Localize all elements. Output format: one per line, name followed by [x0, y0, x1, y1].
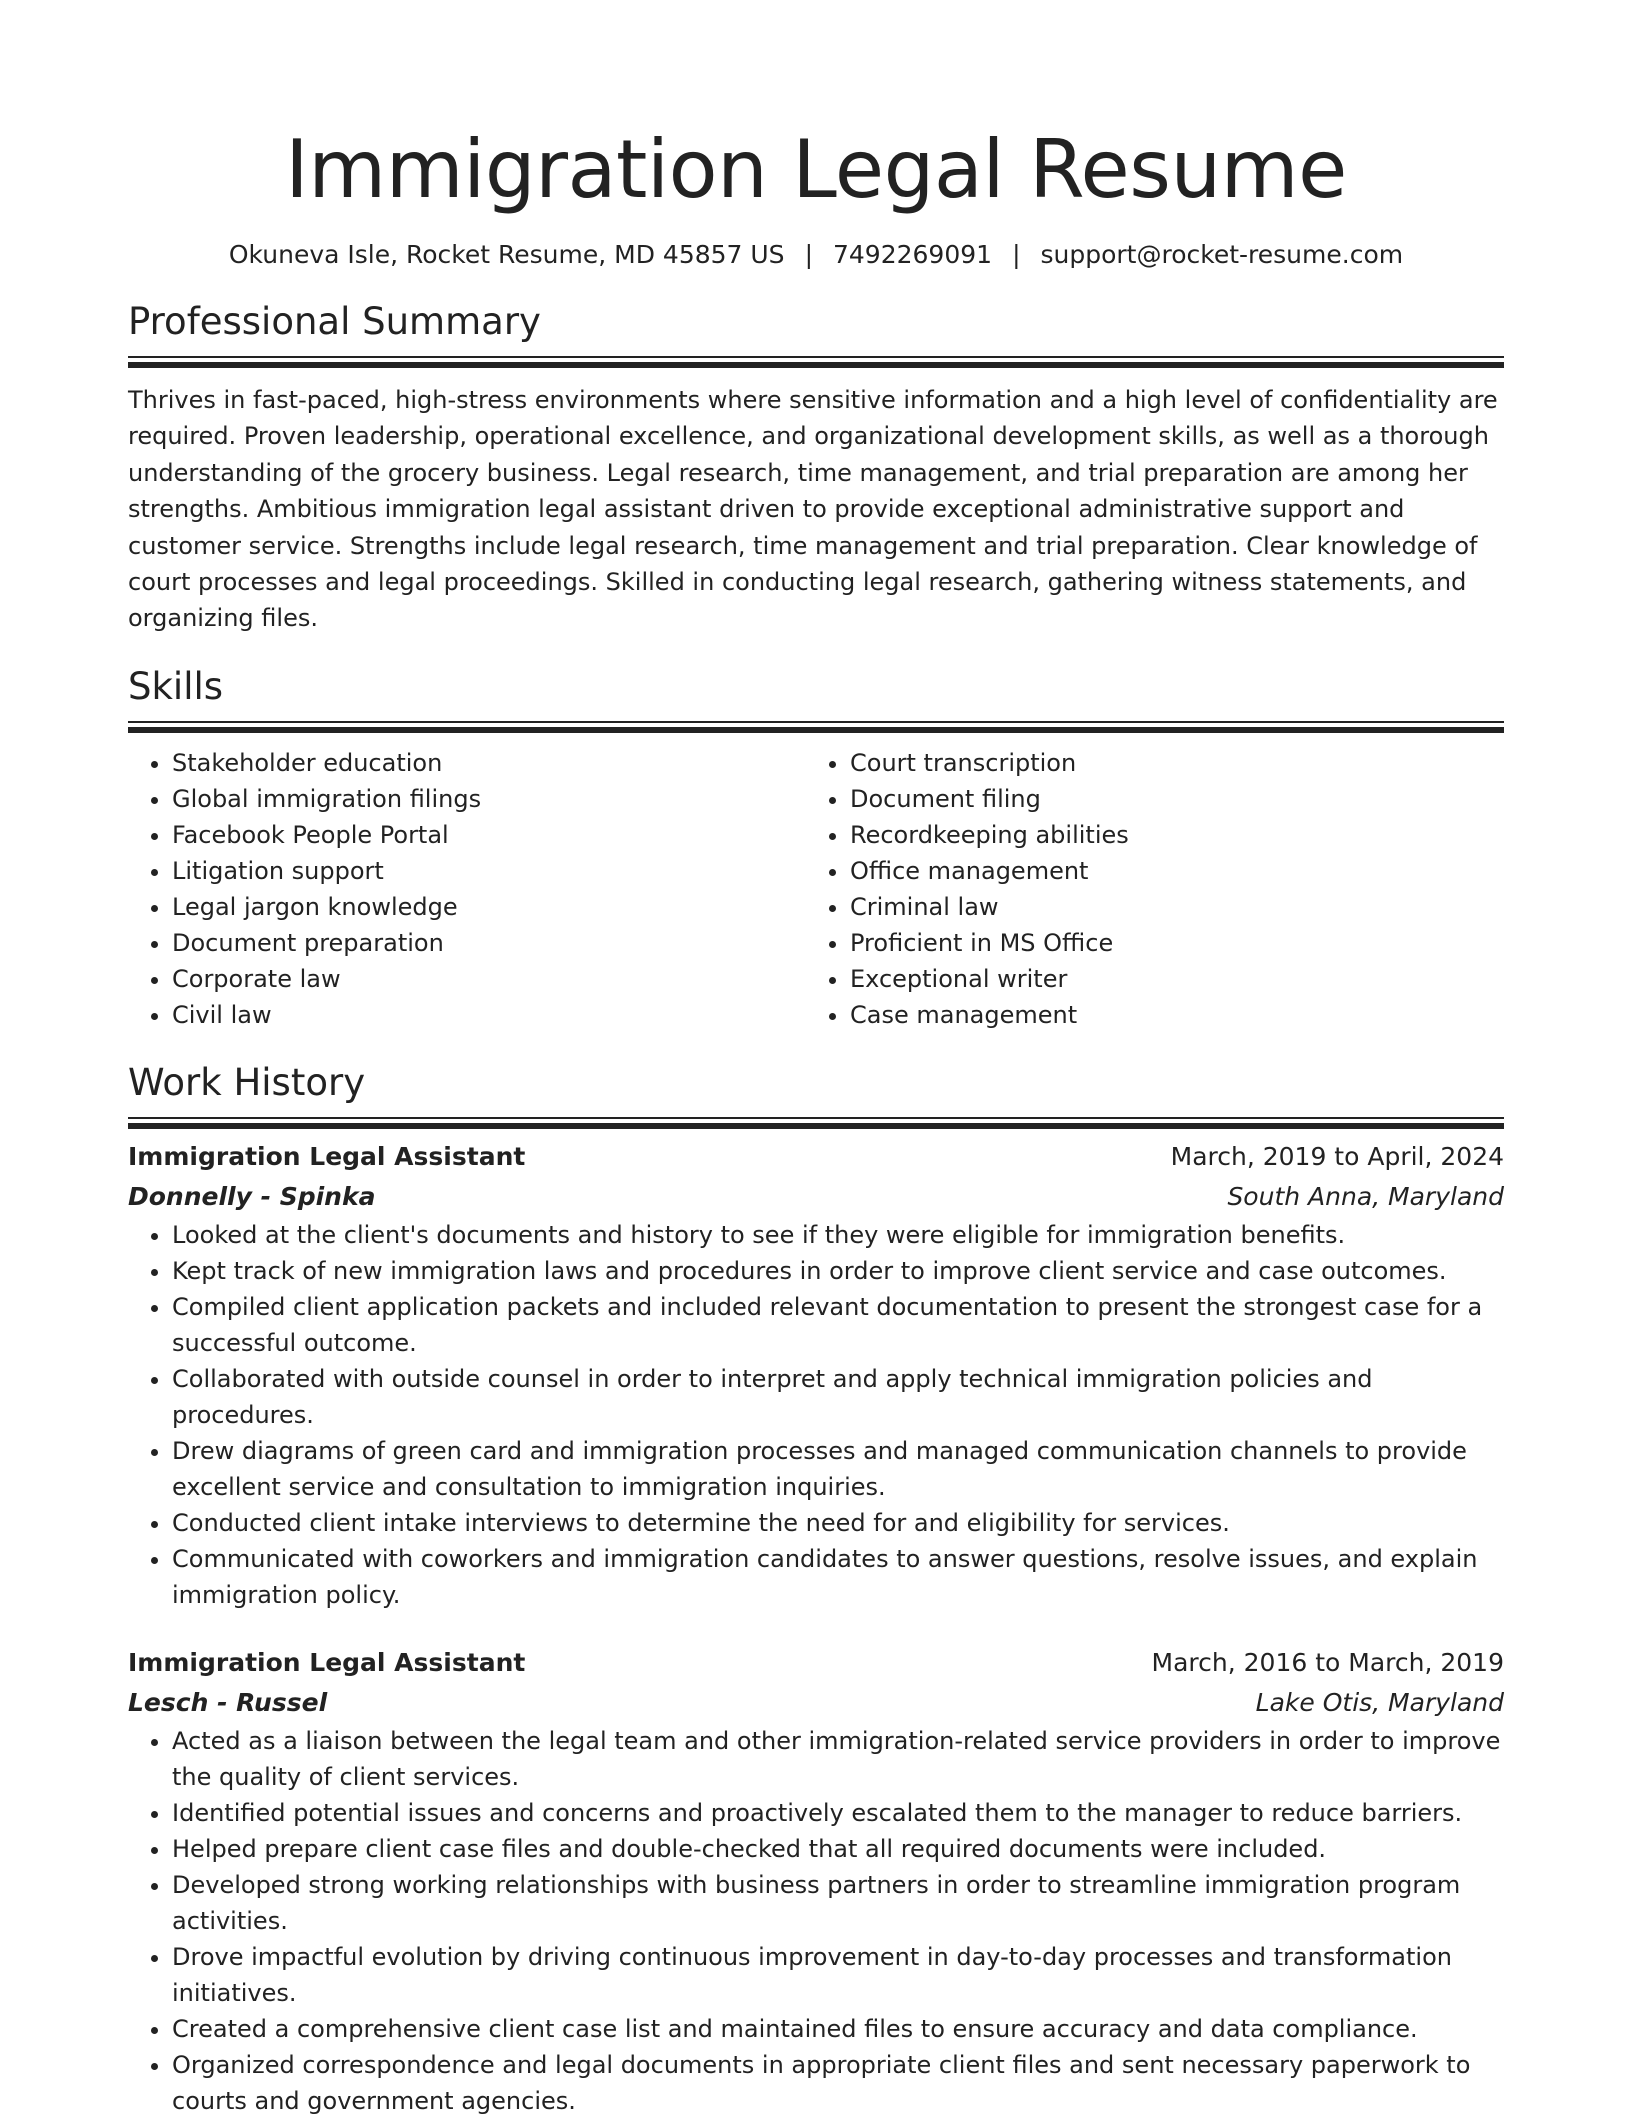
skills-section — [128, 663, 1504, 1033]
job-duty: • Drove impactful evolution by driving continuous improvement in day-to-day processes and transformation initiatives. — [172, 1939, 1504, 2011]
skill-item: • Facebook People Portal — [172, 817, 806, 853]
contact-separator: | — [1012, 240, 1021, 269]
skill-item: • Global immigration filings — [172, 781, 806, 817]
skills-column-left — [128, 745, 806, 1033]
summary-text: Thrives in fast-paced, high-stress environments where sensitive information and a high level of confidentiality are required. Proven leadership, operational excellence, and organizational development skills, as well as a thorough understanding of the grocery business. Legal research, time management, and trial preparation are among her strengths. Ambitious immigration legal assistant driven to provide exceptional administrative support and customer service. Strengths include legal research, time management and trial preparation. Clear knowledge of court processes and legal proceedings. Skilled in conducting legal research, gathering witness statements, and organizing files. — [128, 386, 1498, 633]
skill-item: • Document preparation — [172, 925, 806, 961]
job-duty: • Looked at the client's documents and history to see if they were eligible for immigration benefits. — [172, 1217, 1504, 1253]
skill-item: • Proficient in MS Office — [850, 925, 1484, 961]
summary-heading: Professional Summary — [128, 300, 541, 343]
job-duty: • Drew diagrams of green card and immigration processes and managed communication channels to provide excellent service and consultation to immigration inquiries. — [172, 1433, 1504, 1505]
job-location: South Anna, Maryland — [1227, 1181, 1504, 1211]
skills-columns — [128, 745, 1504, 1033]
skills-heading: Skills — [128, 664, 224, 708]
job-company: Donnelly - Spinka — [128, 1181, 376, 1211]
job-company: Lesch - Russel — [128, 1687, 328, 1717]
skill-item: • Recordkeeping abilities — [850, 817, 1484, 853]
summary-section — [128, 298, 1504, 637]
job-duty: • Developed strong working relationships with business partners in order to streamline immigration program activities. — [172, 1867, 1504, 1939]
job-duty: • Acted as a liaison between the legal team and other immigration-related service providers in order to improve the quality of client services. — [172, 1723, 1504, 1795]
job-duty: • Compiled client application packets and included relevant documentation to present the strongest case for a successful outcome. — [172, 1289, 1504, 1361]
job-entry — [128, 1137, 1504, 1613]
skills-list-left — [128, 745, 806, 1033]
job-title: Immigration Legal Assistant — [128, 1647, 526, 1677]
job-duty: • Created a comprehensive client case list and maintained files to ensure accuracy and data compliance. — [172, 2011, 1504, 2047]
contact-address: Okuneva Isle, Rocket Resume, MD 45857 US — [228, 240, 785, 269]
job-entry — [128, 1643, 1504, 2119]
resume-title: Immigration Legal Resume — [285, 123, 1347, 216]
skill-item: • Court transcription — [850, 745, 1484, 781]
skill-item: • Criminal law — [850, 889, 1484, 925]
job-duties-list — [128, 1723, 1504, 2119]
job-duty: • Helped prepare client case files and double-checked that all required documents were included. — [172, 1831, 1504, 1867]
skill-item: • Corporate law — [172, 961, 806, 997]
work-history-section — [128, 1059, 1504, 2119]
contact-separator: | — [804, 240, 813, 269]
job-duty: • Kept track of new immigration laws and procedures in order to improve client service and case outcomes. — [172, 1253, 1504, 1289]
job-header — [128, 1643, 1504, 1683]
contact-line — [128, 238, 1504, 272]
job-duty: • Communicated with coworkers and immigration candidates to answer questions, resolve issues, and explain immigration policy. — [172, 1541, 1504, 1613]
skill-item: • Stakeholder education — [172, 745, 806, 781]
section-divider — [128, 356, 1504, 358]
job-duty: • Conducted client intake interviews to determine the need for and eligibility for services. — [172, 1505, 1504, 1541]
section-divider — [128, 721, 1504, 723]
contact-phone: 7492269091 — [833, 240, 993, 269]
job-duty: • Collaborated with outside counsel in order to interpret and apply technical immigration policies and procedures. — [172, 1361, 1504, 1433]
job-header — [128, 1137, 1504, 1177]
job-dates: March, 2019 to April, 2024 — [1170, 1141, 1504, 1171]
skill-item: • Legal jargon knowledge — [172, 889, 806, 925]
skill-item: • Civil law — [172, 997, 806, 1033]
skill-item: • Office management — [850, 853, 1484, 889]
job-dates: March, 2016 to March, 2019 — [1151, 1647, 1504, 1677]
skill-item: • Case management — [850, 997, 1484, 1033]
skill-item: • Document filing — [850, 781, 1484, 817]
contact-email: support@rocket-resume.com — [1040, 240, 1404, 269]
skill-item: • Exceptional writer — [850, 961, 1484, 997]
job-duties-list — [128, 1217, 1504, 1613]
job-title: Immigration Legal Assistant — [128, 1141, 526, 1171]
skills-column-right — [806, 745, 1484, 1033]
job-subheader — [128, 1177, 1504, 1217]
skills-list-right — [806, 745, 1484, 1033]
job-duty: • Identified potential issues and concerns and proactively escalated them to the manager to reduce barriers. — [172, 1795, 1504, 1831]
job-subheader — [128, 1683, 1504, 1723]
work-history-heading: Work History — [128, 1060, 366, 1104]
skill-item: • Litigation support — [172, 853, 806, 889]
resume-page — [128, 0, 1504, 2119]
job-location: Lake Otis, Maryland — [1255, 1687, 1504, 1717]
section-divider — [128, 1117, 1504, 1119]
job-duty: • Organized correspondence and legal documents in appropriate client files and sent necessary paperwork to courts and government agencies. — [172, 2047, 1504, 2119]
